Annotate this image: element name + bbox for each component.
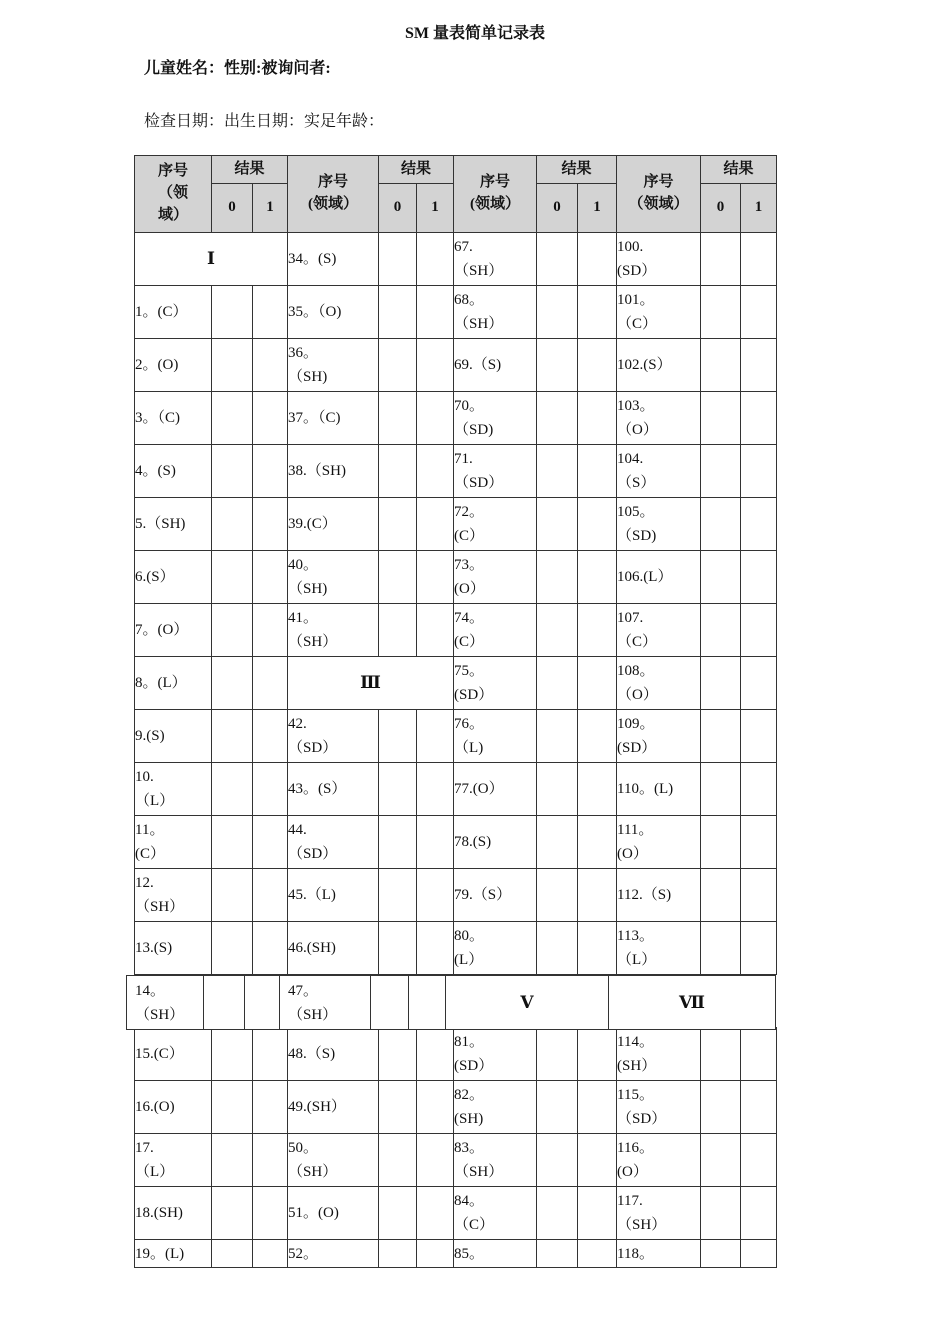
- result-cell: [203, 976, 244, 1029]
- item-cell: 14。 （SH）: [126, 976, 203, 1029]
- item-cell: 34。(S): [288, 233, 379, 286]
- header-zero: 0: [212, 184, 253, 233]
- item-cell: 39.(C）: [288, 498, 379, 551]
- header-seq: 序号 (领域）: [288, 156, 379, 233]
- item-cell: 18.(SH): [135, 1187, 212, 1240]
- item-cell: 46.(SH): [288, 922, 379, 975]
- table-row: [135, 869, 777, 922]
- item-cell: 112.（S): [617, 869, 701, 922]
- item-cell: 13.(S): [135, 922, 212, 975]
- item-cell: 19。(L): [135, 1240, 212, 1268]
- item-cell: 35。（O): [288, 286, 379, 339]
- item-cell: 100. (SD）: [617, 233, 701, 286]
- table-row: [135, 710, 777, 763]
- item-cell: 118。: [617, 1240, 701, 1268]
- item-cell: 9.(S): [135, 710, 212, 763]
- table-row: [135, 551, 777, 604]
- item-cell: 11。 (C）: [135, 816, 212, 869]
- item-cell: 2。(O): [135, 339, 212, 392]
- table-row: [135, 339, 777, 392]
- item-cell: 101。 （C）: [617, 286, 701, 339]
- item-cell: 115。 （SD）: [617, 1081, 701, 1134]
- exam-info-line: 检查日期：出生日期：实足年龄：: [144, 113, 385, 130]
- item-cell: 71. （SD）: [454, 445, 537, 498]
- row-border: [775, 976, 776, 1029]
- item-cell: 52。: [288, 1240, 379, 1268]
- header-zero: 0: [537, 184, 578, 233]
- item-cell: 81。 (SD）: [454, 1028, 537, 1081]
- table-row: [135, 498, 777, 551]
- result-cell: [244, 976, 279, 1029]
- item-cell: 107. （C）: [617, 604, 701, 657]
- item-cell: 113。 （L）: [617, 922, 701, 975]
- item-cell: 6.(S）: [135, 551, 212, 604]
- item-cell: 10. （L）: [135, 763, 212, 816]
- header-seq: 序号 (领域）: [454, 156, 537, 233]
- item-cell: 111。 (O）: [617, 816, 701, 869]
- item-cell: 77.(O）: [454, 763, 537, 816]
- item-cell: 114。 (SH）: [617, 1028, 701, 1081]
- section-label-i: Ⅰ: [135, 233, 288, 286]
- item-cell: 37。（C): [288, 392, 379, 445]
- item-cell: 67. （SH）: [454, 233, 537, 286]
- item-cell: 84。 （C）: [454, 1187, 537, 1240]
- header-one: 1: [578, 184, 617, 233]
- sm-record-table: [134, 155, 777, 1268]
- item-cell: 69.（S): [454, 339, 537, 392]
- table-row: [135, 1240, 777, 1268]
- item-cell: 40。 （SH): [288, 551, 379, 604]
- item-cell: 108。 （O）: [617, 657, 701, 710]
- item-cell: 110。(L): [617, 763, 701, 816]
- item-cell: 103。 （O）: [617, 392, 701, 445]
- item-cell: 50。 （SH）: [288, 1134, 379, 1187]
- item-cell: 73。 (O）: [454, 551, 537, 604]
- item-cell: 76。 （L): [454, 710, 537, 763]
- item-cell: 68。 （SH）: [454, 286, 537, 339]
- item-cell: 106.(L）: [617, 551, 701, 604]
- item-cell: 43。(S）: [288, 763, 379, 816]
- item-cell: 80。 (L）: [454, 922, 537, 975]
- item-cell: 105。 （SD): [617, 498, 701, 551]
- item-cell: 15.(C）: [135, 1028, 212, 1081]
- item-cell: 85。: [454, 1240, 537, 1268]
- item-cell: 75。 (SD）: [454, 657, 537, 710]
- item-cell: 79.（S）: [454, 869, 537, 922]
- item-cell: 7。(O）: [135, 604, 212, 657]
- table-row: [135, 445, 777, 498]
- header-one: 1: [741, 184, 777, 233]
- item-cell: 116。 (O）: [617, 1134, 701, 1187]
- section-label-v: Ⅴ: [445, 976, 608, 1029]
- header-result: 结果: [537, 156, 617, 184]
- table-row: [135, 657, 777, 710]
- table-row: [135, 392, 777, 445]
- header-seq: 序号 （领域）: [617, 156, 701, 233]
- header-result: 结果: [379, 156, 454, 184]
- child-info-line: 儿童姓名：性别:被询问者:: [144, 60, 331, 77]
- item-cell: 5.（SH): [135, 498, 212, 551]
- item-cell: 16.(O): [135, 1081, 212, 1134]
- item-cell: 8。(L）: [135, 657, 212, 710]
- table-row: [135, 763, 777, 816]
- item-cell: 82。 (SH): [454, 1081, 537, 1134]
- item-cell: 12. （SH）: [135, 869, 212, 922]
- section-label-vii: Ⅶ: [608, 976, 775, 1029]
- header-one: 1: [417, 184, 454, 233]
- item-cell: 74。 (C）: [454, 604, 537, 657]
- item-cell: 49.(SH）: [288, 1081, 379, 1134]
- item-cell: 38.（SH): [288, 445, 379, 498]
- item-cell: 72。 (C）: [454, 498, 537, 551]
- table-row: [135, 1028, 777, 1081]
- item-cell: 78.(S): [454, 816, 537, 869]
- item-cell: 3。（C): [135, 392, 212, 445]
- table-row: [135, 1187, 777, 1240]
- header-seq: 序号 （领 域）: [135, 156, 212, 233]
- header-result: 结果: [212, 156, 288, 184]
- table-row: [135, 922, 777, 975]
- table-row: [135, 1134, 777, 1187]
- item-cell: 104. （S）: [617, 445, 701, 498]
- item-cell: 4。(S): [135, 445, 212, 498]
- item-cell: 44. （SD）: [288, 816, 379, 869]
- item-cell: 109。 (SD）: [617, 710, 701, 763]
- document-title: SM 量表简单记录表: [404, 25, 545, 42]
- item-cell: 41。 （SH）: [288, 604, 379, 657]
- table-row: [135, 604, 777, 657]
- item-cell: 36。 （SH): [288, 339, 379, 392]
- header-result: 结果: [701, 156, 777, 184]
- header-zero: 0: [701, 184, 741, 233]
- table-row: [135, 233, 777, 286]
- item-cell: 42. （SD）: [288, 710, 379, 763]
- item-cell: 117. （SH）: [617, 1187, 701, 1240]
- result-cell: [408, 976, 445, 1029]
- table-row: [135, 816, 777, 869]
- header-one: 1: [253, 184, 288, 233]
- header-row: [135, 156, 777, 184]
- item-cell: 102.(S）: [617, 339, 701, 392]
- result-cell: [370, 976, 408, 1029]
- item-cell: 47。 （SH）: [279, 976, 370, 1029]
- table-row: [135, 1081, 777, 1134]
- section-label-iii: Ⅲ: [288, 657, 454, 710]
- item-cell: 51。(O): [288, 1187, 379, 1240]
- item-cell: 83。 （SH）: [454, 1134, 537, 1187]
- item-cell: 1。(C）: [135, 286, 212, 339]
- offset-table-row: [126, 975, 776, 1030]
- item-cell: 48.（S): [288, 1028, 379, 1081]
- item-cell: 70。 （SD): [454, 392, 537, 445]
- table-row: [135, 286, 777, 339]
- header-zero: 0: [379, 184, 417, 233]
- item-cell: 17. （L）: [135, 1134, 212, 1187]
- item-cell: 45.（L): [288, 869, 379, 922]
